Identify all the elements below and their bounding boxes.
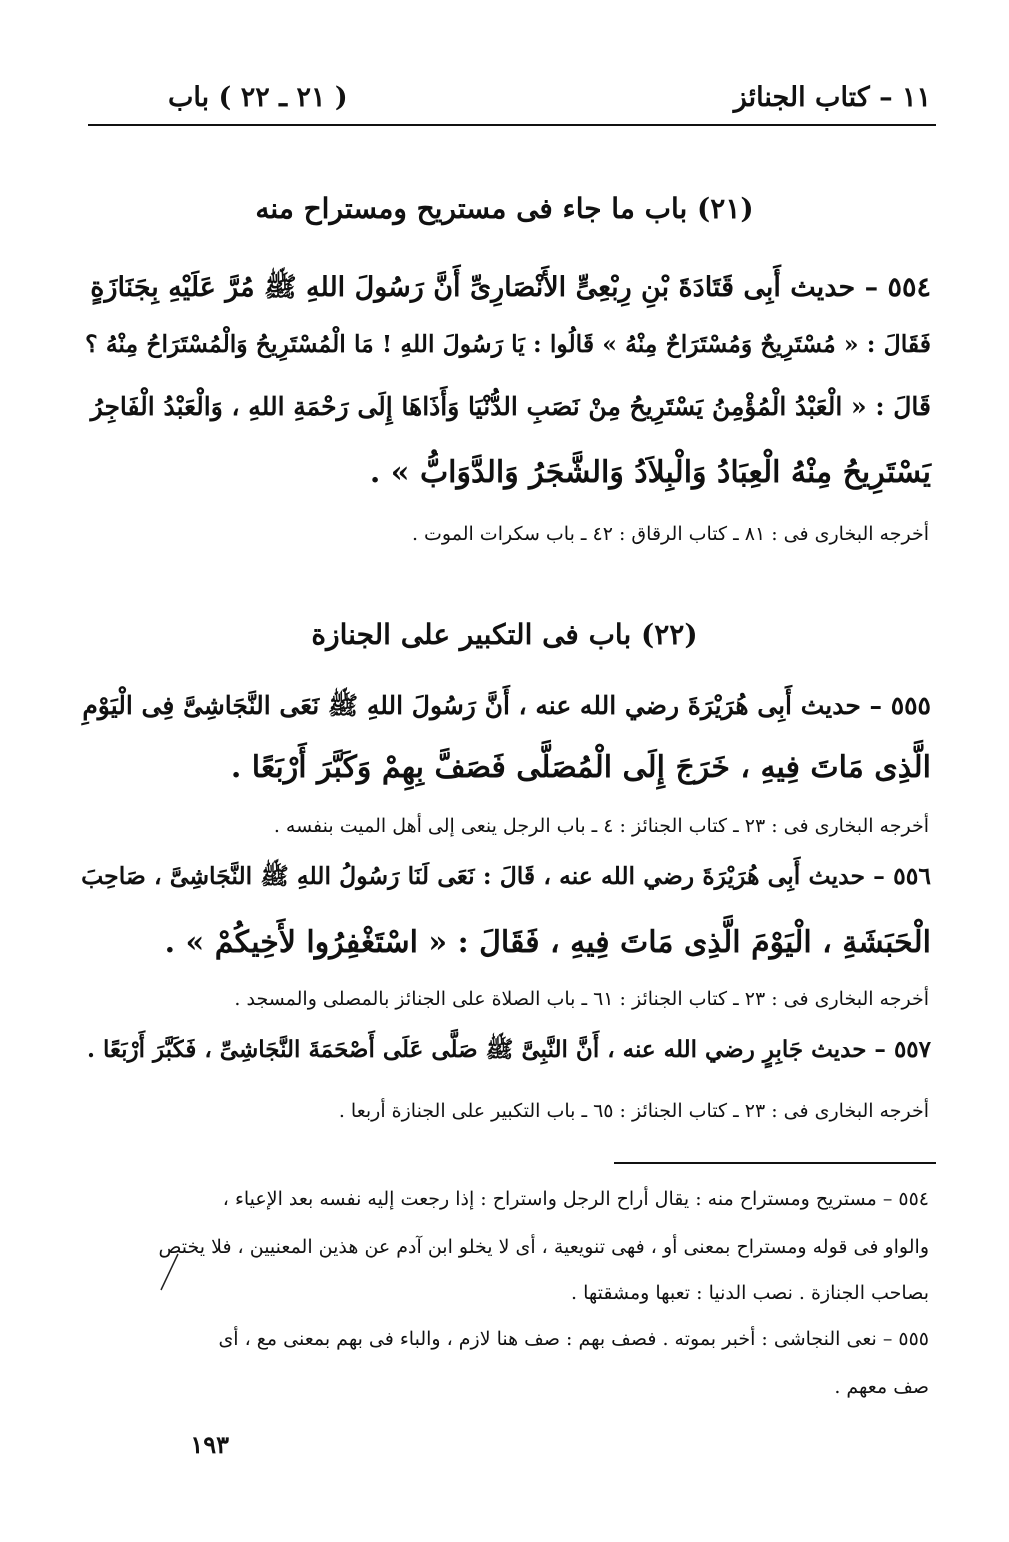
footnote-554-line-3: بصاحب الجنازة . نصب الدنيا : تعبها ومشقتها .	[571, 1282, 929, 1304]
hadith-556-line-1: ٥٥٦ – حديث أَبِى هُرَيْرَةَ رضي الله عنه ، قَالَ : نَعَى لَنَا رَسُولُ اللهِ ﷺ النَّجَاشِىَّ ، صَاحِبَ	[81, 862, 931, 890]
running-header-section: ( ٢١ ـ ٢٢ ) باب	[168, 82, 348, 113]
footnote-554-line-2: والواو فى قوله ومستراح بمعنى أو ، فهى تنويعية ، أى لا يخلو ابن آدم عن هذين المعنيين ، فلا يختص	[158, 1236, 929, 1258]
pen-stroke-mark	[158, 1252, 180, 1292]
hadith-554-line-1: ٥٥٤ – حديث أَبِى قَتَادَةَ بْنِ رِبْعِىٍّ الأَنْصَارِىِّ أَنَّ رَسُولَ اللهِ ﷺ مُرَّ عَلَيْهِ بِجَنَازَةٍ	[90, 272, 931, 303]
hadith-554-line-4: يَسْتَرِيحُ مِنْهُ الْعِبَادُ وَالْبِلاَدُ وَالشَّجَرُ وَالدَّوَابُّ » .	[369, 455, 931, 490]
hadith-554-line-3: قَالَ : « الْعَبْدُ الْمُؤْمِنُ يَسْتَرِيحُ مِنْ نَصَبِ الدُّنْيَا وَأَذَاهَا إِلَى رَحْمَةِ اللهِ ، وَالْعَبْدُ الْفَاجِرُ	[90, 392, 931, 421]
hadith-554-line-2: فَقَالَ : « مُسْتَرِيحٌ وَمُسْتَرَاحٌ مِنْهُ » قَالُوا : يَا رَسُولَ اللهِ ! مَا الْمُسْتَرِيحُ وَالْمُسْتَرَاحُ مِنْهُ ؟	[85, 330, 931, 358]
takhrij-554: أخرجه البخارى فى : ٨١ ـ كتاب الرقاق : ٤٢ ـ باب سكرات الموت .	[411, 523, 929, 545]
takhrij-555: أخرجه البخارى فى : ٢٣ ـ كتاب الجنائز : ٤ ـ باب الرجل ينعى إلى أهل الميت بنفسه .	[273, 815, 929, 837]
footnote-555-line-2: صف معهم .	[834, 1376, 929, 1398]
footnote-555-line-1: ٥٥٥ – نعى النجاشى : أخبر بموته . فصف بهم : صف هنا لازم ، والباء فى بهم بمعنى مع ، أى	[218, 1328, 929, 1350]
section-21-title: (٢١) باب ما جاء فى مستريح ومستراح منه	[255, 192, 754, 225]
footnote-554-line-1: ٥٥٤ – مستريح ومستراح منه : يقال أراح الرجل واستراح : إذا رجعت إليه نفسه بعد الإعياء ،	[222, 1188, 929, 1210]
hadith-555-line-1: ٥٥٥ – حديث أَبِى هُرَيْرَةَ رضي الله عنه ، أَنَّ رَسُولَ اللهِ ﷺ نَعَى النَّجَاشِىَّ فِى الْيَوْمِ	[82, 691, 931, 720]
page-number: ١٩٣	[190, 1430, 229, 1459]
header-divider	[88, 124, 936, 126]
hadith-555-line-2: الَّذِى مَاتَ فِيهِ ، خَرَجَ إِلَى الْمُصَلَّى فَصَفَّ بِهِمْ وَكَبَّرَ أَرْبَعًا .	[230, 750, 931, 785]
takhrij-556: أخرجه البخارى فى : ٢٣ ـ كتاب الجنائز : ٦١ ـ باب الصلاة على الجنائز بالمصلى والمسجد .	[234, 988, 929, 1010]
takhrij-557: أخرجه البخارى فى : ٢٣ ـ كتاب الجنائز : ٦٥ ـ باب التكبير على الجنازة أربعا .	[338, 1100, 929, 1122]
footnote-divider	[614, 1162, 936, 1164]
hadith-557: ٥٥٧ – حديث جَابِرٍ رضي الله عنه ، أَنَّ النَّبِىَّ ﷺ صَلَّى عَلَى أَصْحَمَةَ النَّجَاشِىِّ ، فَكَبَّرَ أَرْبَعًا .	[87, 1036, 931, 1063]
hadith-556-line-2: الْحَبَشَةِ ، الْيَوْمَ الَّذِى مَاتَ فِيهِ ، فَقَالَ : « اسْتَغْفِرُوا لأَخِيكُمْ » .	[164, 925, 931, 960]
section-22-title: (٢٢) باب فى التكبير على الجنازة	[311, 618, 698, 651]
running-header-chapter: ١١ – كتاب الجنائز	[733, 82, 931, 113]
